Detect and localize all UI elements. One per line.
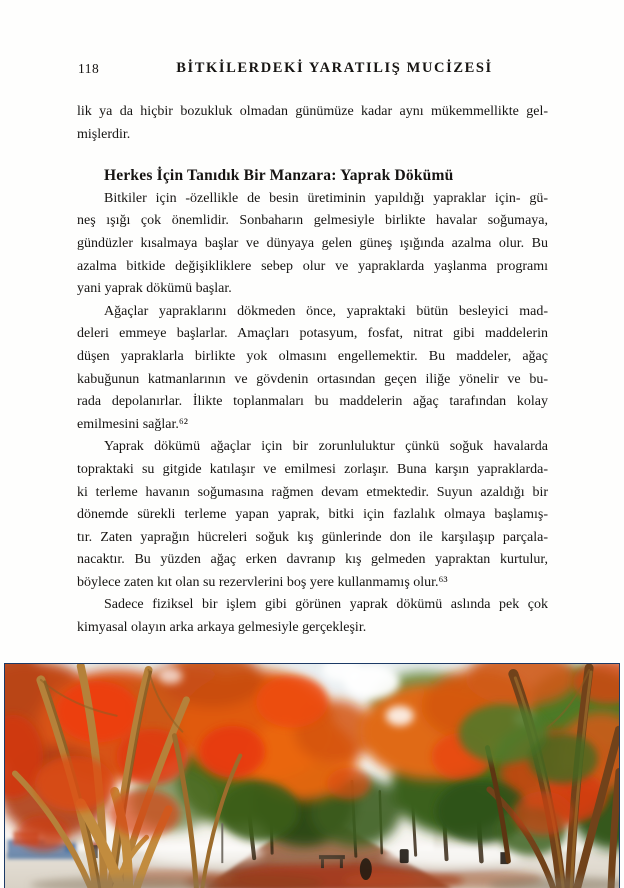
text-line: yani yaprak dökümü başlar. — [77, 281, 232, 297]
text-line: mişlerdir. — [77, 126, 131, 142]
page-number: 118 — [78, 61, 100, 76]
text-line-with-footnote-ref: böylece zaten kıt olan su rezervlerini boş yere kullanmamış olur.⁶³ — [77, 574, 448, 590]
paragraph-continuation — [77, 101, 548, 146]
paragraph — [77, 301, 548, 437]
text-line: topraktaki su gitgide katılaşır ve emilmesi zorlaşır. Buna karşın yapraklarda- — [77, 461, 548, 477]
paragraph — [77, 594, 548, 639]
paragraph — [77, 436, 548, 594]
section-heading: Herkes İçin Tanıdık Bir Manzara: Yaprak Dökümü — [104, 167, 454, 185]
autumn-trees-photo — [4, 663, 620, 888]
text-line-with-footnote-ref: emilmesini sağlar.⁶² — [77, 416, 188, 432]
text-line: azalma bitkide değişikliklere sebep olur ve yapraklarda yaşlanma programı — [77, 258, 548, 274]
page-body — [77, 101, 548, 640]
text-line: nacaktır. Bu yüzden ağaç erken davranıp kış gelmeden yapraktan kurtulur, — [77, 552, 548, 568]
text-line: Ağaçlar yapraklarını dökmeden önce, yapraktaki bütün besleyici mad- — [104, 303, 548, 319]
text-line: neş ışığı çok önemlidir. Sonbaharın gelmesiyle birlikte havalar soğumaya, — [77, 213, 548, 229]
text-line: lik ya da hiçbir bozukluk olmadan günümüze kadar aynı mükemmellikte gel- — [77, 104, 548, 119]
text-line: ki terleme havanın soğumasına rağmen devam etmektedir. Suyun azaldığı bir — [77, 484, 548, 500]
text-line: kabuğunun katmanlarının ve gövdenin ortasından geçen iliğe yönelir ve bu- — [77, 371, 548, 387]
paragraph — [77, 188, 548, 301]
text-line: tır. Zaten yaprağın hücreleri soğuk kış günlerinde don ile karşılaşıp parçala- — [77, 529, 548, 545]
text-line: deleri emmeye başlarlar. Amaçları potasyum, fosfat, nitrat gibi maddelerin — [77, 326, 548, 342]
running-title: BİTKİLERDEKİ YARATILIŞ MUCİZESİ — [176, 60, 493, 76]
text-line: Sadece fiziksel bir işlem gibi görünen yaprak dökümü aslında pek çok — [104, 597, 548, 613]
photo-illustration — [5, 664, 619, 888]
text-line: Yaprak dökümü ağaçlar için bir zorunluluktur çünkü soğuk havalarda — [104, 439, 548, 455]
text-line: rada depolanırlar. İlikte toplanmaları bu maddelerin ağaç tarafından kolay — [77, 394, 548, 410]
text-line: gündüzler kısalmaya başlar ve dünyaya gelen güneş ışığında azalma olur. Bu — [77, 235, 548, 251]
text-line: dönemde sürekli terleme yapan yaprak, bitki için fazlalık olmaya başlamış- — [77, 507, 548, 523]
text-line: kimyasal olayın arka arkaya gelmesiyle gerçekleşir. — [77, 620, 367, 636]
text-line: düşen yapraklarla birlikte yok olmasını engellemektir. Bu maddeler, ağaç — [77, 348, 548, 364]
text-line: Bitkiler için -özellikle de besin üretiminin yapıldığı yapraklar için- gü- — [104, 190, 548, 206]
